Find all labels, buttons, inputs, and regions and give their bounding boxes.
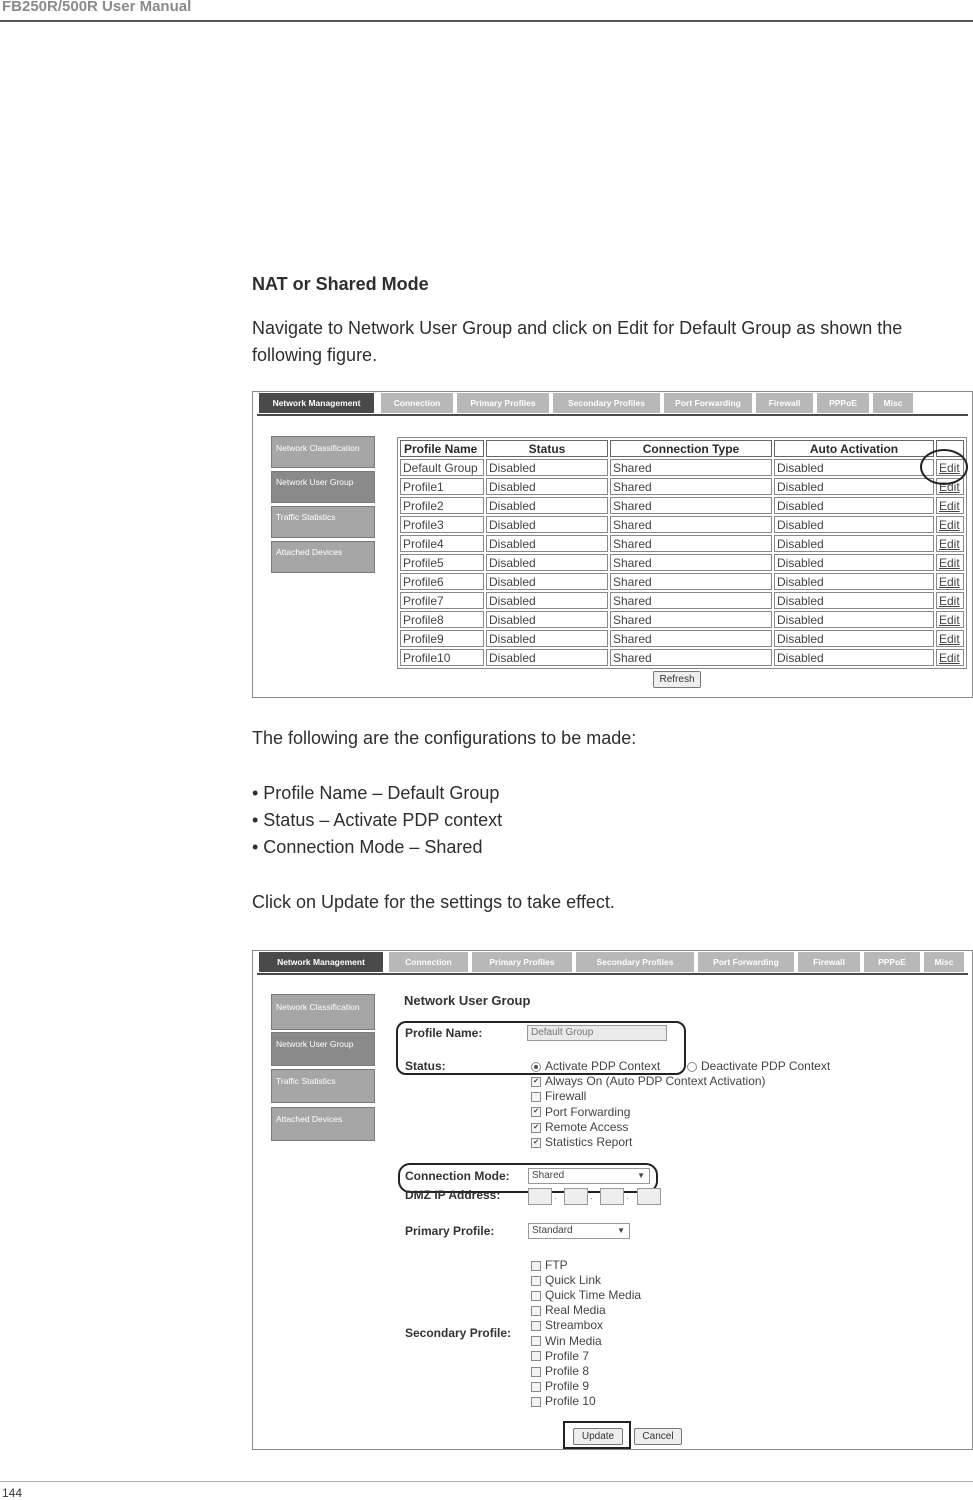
edit-highlight-circle [920,449,968,485]
tab-misc[interactable]: Misc [924,952,965,972]
connection-type-cell: Shared [610,592,772,609]
edit-link[interactable]: Edit [936,573,964,590]
deactivate-pdp-label: Deactivate PDP Context [701,1059,831,1073]
status-option-label: Port Forwarding [545,1104,631,1119]
page-number: 144 [2,1486,23,1500]
status-cell: Disabled [486,459,608,476]
tab-misc[interactable]: Misc [873,393,914,413]
auto-activation-cell: Disabled [774,459,934,476]
intro-line-1: Navigate to Network User Group and click on Edit for Default Group as shown the [252,318,903,338]
primary-profile-value: Standard [532,1225,573,1236]
table-header-row [400,440,964,457]
sidebar-item-traffic-statistics[interactable]: Traffic Statistics [271,506,375,538]
dmz-ip-octet-2[interactable] [564,1188,588,1205]
table-row [400,573,964,590]
manual-title: FB250R/500R User Manual [2,0,192,15]
profile-name-cell: Profile9 [400,630,484,647]
sidebar-item-attached-devices[interactable]: Attached Devices [271,541,375,573]
connection-type-cell: Shared [610,516,772,533]
secondary-profile-label: Profile 10 [545,1393,596,1408]
tab-primary-profiles[interactable]: Primary Profiles [457,393,550,413]
tab-pppoe[interactable]: PPPoE [864,952,921,972]
profile-name-cell: Profile1 [400,478,484,495]
sidebar-item-attached-devices[interactable]: Attached Devices [271,1107,375,1141]
status-cell: Disabled [486,592,608,609]
connection-type-cell: Shared [610,554,772,571]
status-cell: Disabled [486,497,608,514]
table-row [400,630,964,647]
tab-network-management[interactable]: Network Management [259,952,384,972]
secondary-profile-option[interactable] [531,1258,568,1272]
dmz-ip-label: DMZ IP Address: [405,1188,501,1202]
checkbox-icon[interactable]: ✔ [531,1077,541,1087]
dmz-ip-octet-3[interactable] [600,1188,624,1205]
profile-name-cell: Profile8 [400,611,484,628]
checkbox-icon[interactable] [531,1397,541,1407]
status-cell: Disabled [486,630,608,647]
profile-name-cell: Profile2 [400,497,484,514]
bullet-connection-mode: • Connection Mode – Shared [252,837,483,857]
secondary-profile-option[interactable] [531,1364,589,1378]
connection-type-cell: Shared [610,649,772,666]
sidebar-item-network-classification[interactable]: Network Classification [271,994,375,1030]
edit-link[interactable]: Edit [936,630,964,647]
bullet-profile-name: • Profile Name – Default Group [252,783,500,803]
connection-type-cell: Shared [610,611,772,628]
status-option[interactable] [531,1074,766,1088]
table-row [400,592,964,609]
secondary-profile-label: Quick Link [545,1273,602,1288]
dmz-dot: . [554,1191,557,1202]
checkbox-icon[interactable] [531,1092,541,1102]
profile-name-cell: Profile4 [400,535,484,552]
secondary-profile-label: Profile 7 [545,1348,590,1363]
dmz-ip-octet-4[interactable] [637,1188,661,1205]
connection-type-cell: Shared [610,630,772,647]
secondary-profile-label: Streambox [545,1318,604,1333]
secondary-profile-option[interactable] [531,1334,602,1348]
auto-activation-cell: Disabled [774,573,934,590]
sidebar-item-traffic-statistics[interactable]: Traffic Statistics [271,1069,375,1103]
checkbox-icon[interactable] [531,1306,541,1316]
table-row [400,497,964,514]
refresh-button[interactable]: Refresh [653,671,701,688]
edit-link[interactable]: Edit [936,516,964,533]
profile-name-cell: Profile10 [400,649,484,666]
dmz-dot: . [590,1191,593,1202]
header-rule [0,20,973,22]
table-row [400,459,964,476]
edit-link[interactable]: Edit [936,649,964,666]
secondary-profile-option[interactable] [531,1394,596,1408]
profile-name-cell: Default Group [400,459,484,476]
secondary-profile-option[interactable] [531,1318,603,1332]
status-option[interactable] [531,1105,630,1119]
dmz-dot: . [626,1191,629,1202]
edit-link[interactable]: Edit [936,497,964,514]
edit-link[interactable]: Edit [936,535,964,552]
dropdown-arrow-icon: ▼ [617,1226,625,1235]
connection-mode-label: Connection Mode: [405,1169,510,1183]
profile-name-label: Profile Name: [405,1026,483,1040]
checkbox-icon[interactable] [531,1291,541,1301]
checkbox-icon[interactable]: ✔ [531,1123,541,1133]
cancel-button[interactable]: Cancel [634,1428,682,1445]
profile-name-cell: Profile7 [400,592,484,609]
connection-type-cell: Shared [610,535,772,552]
secondary-profile-label: Profile 8 [545,1363,590,1378]
col-status: Status [486,440,608,457]
col-auto-activation: Auto Activation [774,440,934,457]
tab-network-management[interactable]: Network Management [259,393,375,413]
status-cell: Disabled [486,535,608,552]
status-cell: Disabled [486,649,608,666]
col-connection-type: Connection Type [610,440,772,457]
auto-activation-cell: Disabled [774,554,934,571]
status-option-label: Firewall [545,1089,587,1104]
profile-name-input[interactable]: Default Group [527,1025,667,1041]
secondary-profile-label: Secondary Profile: [405,1326,512,1340]
footer-rule [0,1481,973,1482]
auto-activation-cell: Disabled [774,611,934,628]
connection-type-cell: Shared [610,459,772,476]
auto-activation-cell: Disabled [774,630,934,647]
sidebar-item-network-classification[interactable]: Network Classification [271,436,375,468]
checkbox-icon[interactable] [531,1261,541,1271]
auto-activation-cell: Disabled [774,497,934,514]
connection-type-cell: Shared [610,573,772,590]
auto-activation-cell: Disabled [774,516,934,533]
table-row [400,554,964,571]
secondary-profile-option[interactable] [531,1379,589,1393]
checkbox-icon[interactable] [531,1382,541,1392]
table-row [400,611,964,628]
tab-firewall[interactable]: Firewall [756,393,814,413]
table-row [400,478,964,495]
sidebar-item-network-user-group[interactable]: Network User Group [271,471,375,503]
dmz-ip-octet-1[interactable] [528,1188,552,1205]
checkbox-icon[interactable] [531,1276,541,1286]
deactivate-radio-icon[interactable] [687,1062,697,1072]
edit-link[interactable]: Edit [936,478,964,495]
checkbox-icon[interactable]: ✔ [531,1138,541,1148]
checkbox-icon[interactable] [531,1367,541,1377]
table-row [400,649,964,666]
tab-pppoe[interactable]: PPPoE [817,393,870,413]
secondary-profile-option[interactable] [531,1273,601,1287]
section-heading: NAT or Shared Mode [252,274,429,294]
status-cell: Disabled [486,573,608,590]
update-note: Click on Update for the settings to take effect. [252,892,615,912]
secondary-profile-label: Real Media [545,1303,606,1318]
checkbox-icon[interactable]: ✔ [531,1107,541,1117]
tab-connection[interactable]: Connection [389,952,469,972]
status-option-label: Remote Access [545,1119,629,1134]
checkbox-icon[interactable] [531,1351,541,1361]
connection-type-cell: Shared [610,497,772,514]
screenshot-profile-list [252,391,973,698]
secondary-profile-option[interactable] [531,1303,606,1317]
secondary-profile-option[interactable] [531,1288,641,1302]
screenshot-edit-form [252,950,973,1450]
secondary-profile-label: Quick Time Media [545,1288,642,1303]
tab-secondary-profiles[interactable]: Secondary Profiles [576,952,695,972]
sidebar-item-network-user-group[interactable]: Network User Group [271,1032,375,1066]
col-profile-name: Profile Name [400,440,484,457]
tab-connection[interactable]: Connection [381,393,454,413]
tab-bar [257,392,968,416]
tab-bar-2 [257,951,968,975]
bullet-status: • Status – Activate PDP context [252,810,503,830]
table-row [400,535,964,552]
edit-link[interactable]: Edit [936,611,964,628]
status-cell: Disabled [486,554,608,571]
tab-port-forwarding[interactable]: Port Forwarding [698,952,795,972]
form-title: Network User Group [404,993,531,1008]
status-cell: Disabled [486,611,608,628]
edit-link[interactable]: Edit [936,592,964,609]
status-option[interactable] [531,1120,628,1134]
checkbox-icon[interactable] [531,1321,541,1331]
connection-type-cell: Shared [610,478,772,495]
intro-line-2: following figure. [252,345,378,365]
profile-name-cell: Profile5 [400,554,484,571]
edit-link[interactable]: Edit [936,459,964,476]
config-intro: The following are the configurations to be made: [252,728,637,748]
tab-primary-profiles[interactable]: Primary Profiles [472,952,573,972]
auto-activation-cell: Disabled [774,649,934,666]
status-label: Status: [405,1059,446,1073]
secondary-profile-label: Win Media [545,1333,602,1348]
table-row [400,516,964,533]
update-highlight-box [563,1421,631,1449]
status-option-label: Always On (Auto PDP Context Activation) [545,1074,766,1088]
dropdown-arrow-icon: ▼ [637,1171,645,1180]
auto-activation-cell: Disabled [774,592,934,609]
tab-firewall[interactable]: Firewall [798,952,861,972]
secondary-profile-option[interactable] [531,1349,589,1363]
secondary-profile-label: Profile 9 [545,1378,590,1393]
profile-table [397,437,967,669]
tab-secondary-profiles[interactable]: Secondary Profiles [553,393,661,413]
deactivate-pdp-option[interactable] [687,1059,830,1073]
status-cell: Disabled [486,478,608,495]
checkbox-icon[interactable] [531,1336,541,1346]
primary-profile-select[interactable] [528,1223,630,1239]
secondary-profile-label: FTP [545,1258,568,1272]
connection-mode-value: Shared [532,1170,565,1181]
status-option[interactable] [531,1135,632,1149]
auto-activation-cell: Disabled [774,478,934,495]
edit-link[interactable]: Edit [936,554,964,571]
status-option[interactable] [531,1089,586,1103]
activate-pdp-label: Activate PDP Context [545,1059,661,1073]
auto-activation-cell: Disabled [774,535,934,552]
primary-profile-label: Primary Profile: [405,1224,495,1238]
profile-name-cell: Profile3 [400,516,484,533]
profile-status-highlight [396,1021,686,1075]
status-option-label: Statistics Report [545,1135,633,1150]
profile-name-cell: Profile6 [400,573,484,590]
update-button[interactable]: Update [573,1428,623,1445]
tab-port-forwarding[interactable]: Port Forwarding [664,393,753,413]
status-cell: Disabled [486,516,608,533]
